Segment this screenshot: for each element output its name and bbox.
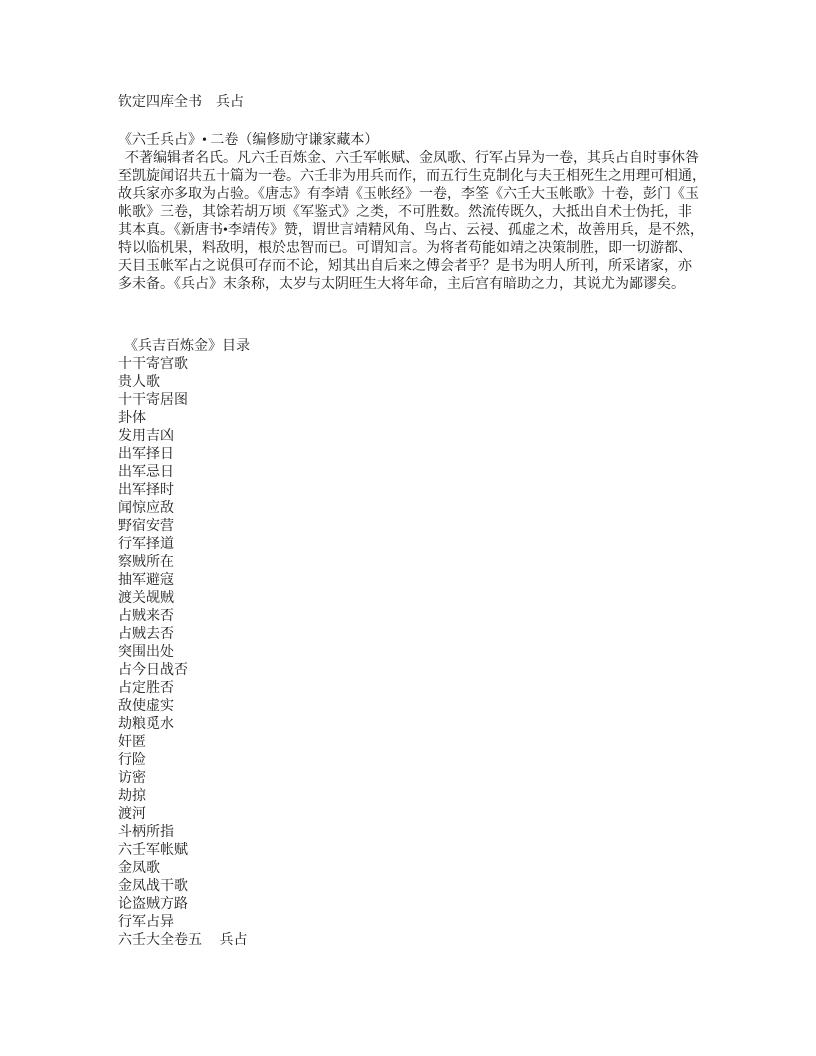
toc-item: 贵人歌 xyxy=(118,375,160,390)
toc-item: 出军忌日 xyxy=(118,465,174,480)
toc-item: 论盗贼方路 xyxy=(118,897,188,912)
toc-item: 抽军避寇 xyxy=(118,573,174,588)
toc-item-list xyxy=(118,356,714,932)
toc-item: 六壬军帐赋 xyxy=(118,843,188,858)
abstract-line: 故兵家亦多取为占验。《唐志》有李靖《玉帐经》一卷，李筌《六壬大玉帐歌》十卷，彭门《玉 xyxy=(118,187,699,202)
toc-item: 占贼去否 xyxy=(118,627,174,642)
toc-item: 突围出处 xyxy=(118,645,174,660)
volume-closing-line: 六壬大全卷五 兵占 xyxy=(118,933,248,948)
table-of-contents xyxy=(118,338,714,950)
toc-item: 出军择日 xyxy=(118,447,174,462)
document-header: 钦定四库全书 兵占 xyxy=(118,95,244,110)
abstract-line: 其本真。《新唐书•李靖传》赞，谓世言靖精风角、鸟占、云祲、孤虚之术，故善用兵，是不然， xyxy=(118,223,704,238)
abstract-line: 多未备。《兵占》末条称，太岁与太阴旺生大将年命，主后宫有暗助之力，其说尤为鄙谬矣。 xyxy=(118,277,685,292)
toc-item: 占今日战否 xyxy=(118,663,188,678)
toc-item: 发用吉凶 xyxy=(118,429,174,444)
toc-item: 斗柄所指 xyxy=(118,825,174,840)
toc-item: 察贼所在 xyxy=(118,555,174,570)
toc-item: 劫掠 xyxy=(118,789,146,804)
abstract-paragraph xyxy=(118,150,714,294)
toc-item: 出军择时 xyxy=(118,483,174,498)
abstract-line: 帐歌》三卷，其馀若胡万顷《军鉴式》之类，不可胜数。然流传既久，大抵出自术士伪托，非 xyxy=(118,205,692,220)
toc-heading: 《兵吉百炼金》目录 xyxy=(124,339,250,354)
toc-item: 金凤歌 xyxy=(118,861,160,876)
toc-item: 劫粮觅水 xyxy=(118,717,174,732)
abstract-line: 天目玉帐军占之说俱可存而不论，矧其出自后来之傅会者乎？是书为明人所刊，所采诸家，亦 xyxy=(118,259,692,274)
toc-item: 渡河 xyxy=(118,807,146,822)
toc-item: 占贼来否 xyxy=(118,609,174,624)
toc-item: 行军占异 xyxy=(118,915,174,930)
toc-item: 占定胜否 xyxy=(118,681,174,696)
toc-item: 金凤战干歌 xyxy=(118,879,188,894)
toc-item: 闻惊应敌 xyxy=(118,501,174,516)
toc-item: 卦体 xyxy=(118,411,146,426)
toc-item: 十干寄宫歌 xyxy=(118,357,188,372)
abstract-line: 至凯旋闻诏共五十篇为一卷。六壬非为用兵而作，而五行生克制化与夫王相死生之用理可相通， xyxy=(118,169,706,184)
abstract-line: 特以临机果，料敌明，根於忠智而已。可谓知言。为将者苟能如靖之决策制胜，即一切游都、 xyxy=(118,241,692,256)
book-title-line: 《六壬兵占》• 二卷（编修励守谦家藏本） xyxy=(118,133,379,148)
toc-item: 行险 xyxy=(118,753,146,768)
toc-item: 奸匿 xyxy=(118,735,146,750)
toc-item: 十干寄居图 xyxy=(118,393,188,408)
toc-item: 渡关觇贼 xyxy=(118,591,174,606)
toc-item: 访密 xyxy=(118,771,146,786)
toc-item: 野宿安营 xyxy=(118,519,174,534)
abstract-line: 不著编辑者名氏。凡六壬百炼金、六壬军帐赋、金凤歌、行军占异为一卷，其兵占自时事休咎 xyxy=(125,151,699,166)
toc-item: 敌使虚实 xyxy=(118,699,174,714)
toc-item: 行军择道 xyxy=(118,537,174,552)
